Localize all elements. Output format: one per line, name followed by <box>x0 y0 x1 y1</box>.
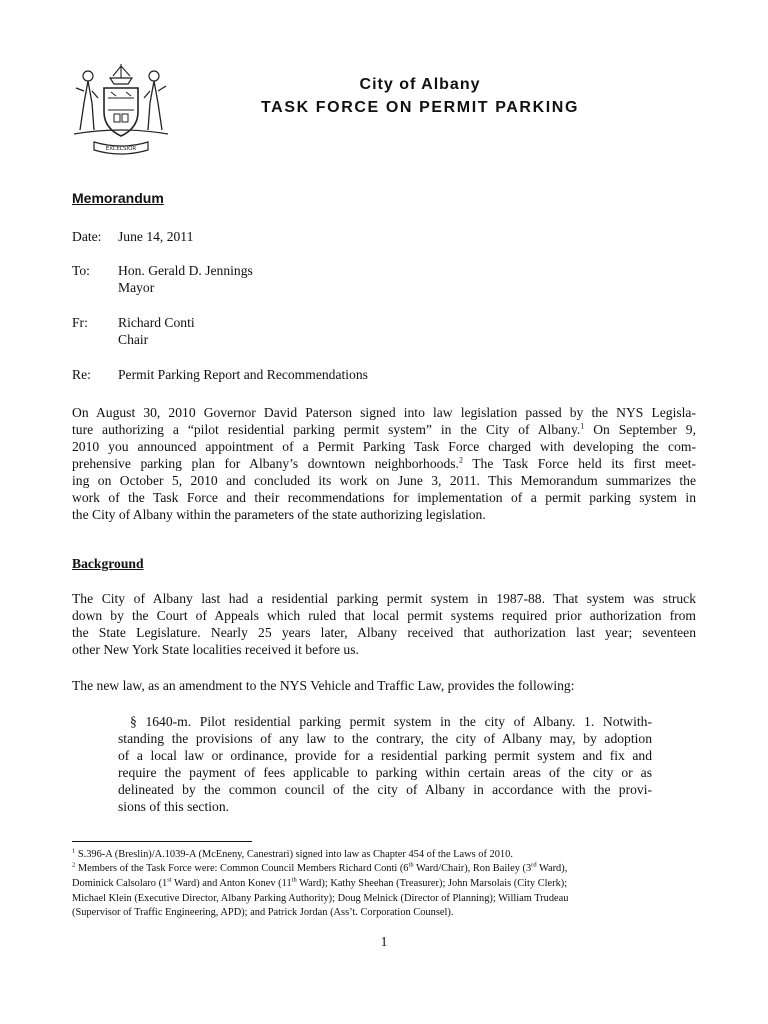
footnote-2: $^2$ Members of the Task Force were: Common Council Members Richard Conti (6th Ward/Chair), Ron Bailey (3rd Ward), <box>72 861 568 874</box>
paragraph-line: down by the Court of Appeals which ruled that local permit systems required prior authorization from <box>72 608 696 623</box>
paragraph-line: The City of Albany last had a residential parking permit system in 1987-88. That system was struck <box>72 591 696 606</box>
paragraph-line: other New York State localities received it before us. <box>72 642 359 657</box>
footnote-2-line-4: (Supervisor of Traffic Engineering, APD); and Patrick Jordan (Ass’t. Corporation Counsel). <box>72 907 454 918</box>
paragraph-line: 2010 you announced appointment of a Permit Parking Task Force charged with developing the com- <box>72 439 696 454</box>
city-heading: City of Albany <box>359 76 481 93</box>
footnote-divider <box>72 841 252 842</box>
quote-line: delineated by the common council of the city of Albany in accordance with the provi- <box>118 782 652 797</box>
paragraph-line: the City of Albany within the parameters of the state authorizing legislation. <box>72 507 486 522</box>
to-label: To: <box>72 263 90 278</box>
paragraph-line: On August 30, 2010 Governor David Paterson signed into law legislation passed by the NYS Legisla- <box>72 405 696 420</box>
background-paragraph-1 <box>72 590 696 658</box>
paragraph-line: the State Legislature. Nearly 25 years later, Albany received that authorization last year; seventeen <box>72 625 696 640</box>
quote-line: standing the provisions of any law to the contrary, the city of Albany may, by adoption <box>118 731 652 746</box>
statute-quote <box>118 713 652 815</box>
paragraph-line: The new law, as an amendment to the NYS Vehicle and Traffic Law, provides the following: <box>72 678 575 693</box>
background-heading: Background <box>72 556 144 571</box>
background-paragraph-2 <box>72 677 696 694</box>
from-title: Chair <box>118 332 149 347</box>
paragraph-line: work of the Task Force and their recommendations for implementation of a permit parking system in <box>72 490 696 505</box>
footnote-1: $^1$ S.396-A (Breslin)/A.1039-A (McEneny, Canestrari) signed into law as Chapter 454 of the Laws of 2010. <box>72 847 513 860</box>
quote-line: of a local law or ordinance, provide for a residential parking permit system and fix and <box>118 748 652 763</box>
seal-motto: EXCELSIOR <box>105 146 137 152</box>
paragraph-line: ture authorizing a “pilot residential parking permit system” in the City of Albany.$^1$ On September 9, <box>72 421 696 437</box>
footnote-ref-2[interactable]: 2 <box>458 455 463 465</box>
footnote-2-line-3: Michael Klein (Executive Director, Albany Parking Authority); Doug Melnick (Director of Planning); William Trudeau <box>72 893 569 904</box>
to-name: Hon. Gerald D. Jennings <box>118 263 253 278</box>
memo-title: Memorandum <box>72 190 164 206</box>
quote-line: § 1640-m. Pilot residential parking permit system in the city of Albany. 1. Notwith- <box>130 714 652 729</box>
page-number: 1 <box>380 934 388 949</box>
footnote-ref-1[interactable]: 1 <box>580 421 585 431</box>
date-label: Date: <box>72 229 102 244</box>
re-label: Re: <box>72 367 91 382</box>
task-force-heading: TASK FORCE ON PERMIT PARKING <box>261 99 579 116</box>
re-value: Permit Parking Report and Recommendations <box>118 367 368 382</box>
quote-line: require the payment of fees applicable to parking within certain areas of the city or as <box>118 765 652 780</box>
to-title: Mayor <box>118 280 155 295</box>
date-value: June 14, 2011 <box>118 229 194 244</box>
paragraph-line: ing on October 5, 2010 and concluded its work on June 3, 2011. This Memorandum summarizes the <box>72 473 696 488</box>
from-label: Fr: <box>72 315 88 330</box>
quote-line: sions of this section. <box>118 799 230 814</box>
from-name: Richard Conti <box>118 315 195 330</box>
paragraph-line: prehensive parking plan for Albany’s downtown neighborhoods.$^2$ The Task Force held its first meet- <box>72 455 696 471</box>
intro-paragraph <box>72 404 696 523</box>
footnote-2-line-2: Dominick Calsolaro (1st Ward) and Anton Konev (11th Ward); Kathy Sheehan (Treasurer); John Marsolais (City Clerk); <box>72 876 568 889</box>
